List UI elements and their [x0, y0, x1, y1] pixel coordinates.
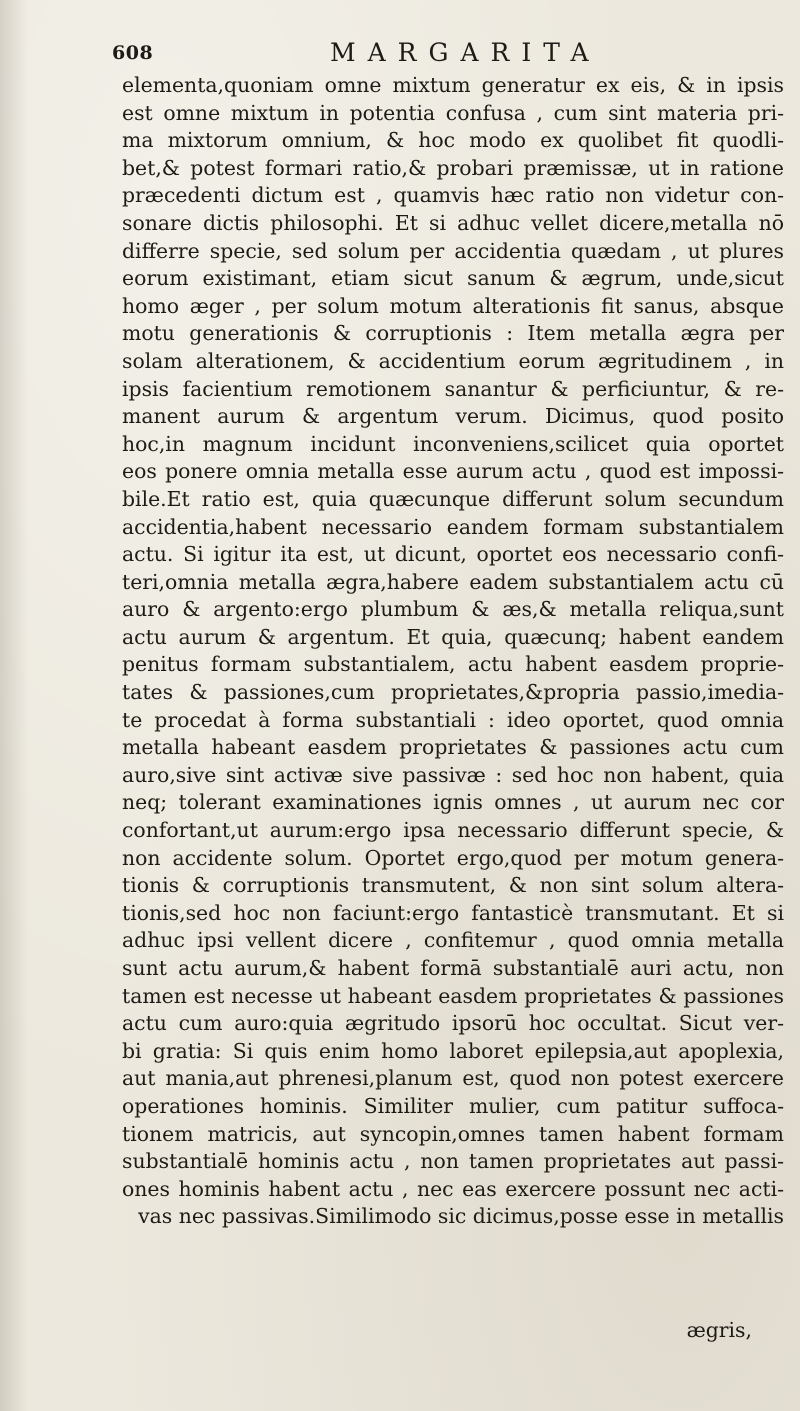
text-line: auro & argento:ergo plumbum & æs,& metalla reliqua,sunt	[122, 597, 784, 622]
text-line: eos ponere omnia metalla esse aurum actu , quod est impossi-	[122, 459, 784, 484]
text-line: non accidente solum. Oportet ergo,quod per motum genera-	[122, 845, 784, 870]
text-line: operationes hominis. Similiter mulier, cum patitur suffoca-	[122, 1093, 784, 1118]
page-number: 608	[112, 42, 154, 64]
text-line: bi gratia: Si quis enim homo laboret epilepsia,aut apoplexia,	[122, 1038, 784, 1063]
text-line: aut mania,aut phrenesi,planum est, quod non potest exercere	[122, 1066, 784, 1091]
text-line: sunt actu aurum,& habent formā substantialē auri actu, non	[122, 956, 784, 980]
text-line: tionis,sed hoc non faciunt:ergo fantasticè transmutant. Et si	[122, 900, 784, 925]
text-line: eorum existimant, etiam sicut sanum & ægrum, unde,sicut	[122, 266, 784, 291]
text-line: te procedat à forma substantiali : ideo oportet, quod omnia	[122, 707, 784, 732]
text-line: ones hominis habent actu , nec eas exercere possunt nec acti-	[122, 1176, 784, 1201]
text-line: tamen est necesse ut habeant easdem proprietates & passiones	[122, 983, 784, 1008]
text-line: ipsis facientium remotionem sanantur & perficiuntur, & re-	[122, 376, 784, 401]
text-line: penitus formam substantialem, actu habent easdem proprie-	[122, 652, 784, 677]
text-line: tates & passiones,cum proprietates,&propria passio,imedia-	[122, 680, 784, 705]
text-line: actu. Si igitur ita est, ut dicunt, oportet eos necessario confi-	[122, 542, 784, 567]
text-line: sonare dictis philosophi. Et si adhuc vellet dicere,metalla nō	[122, 210, 784, 235]
text-line: auro,sive sint activæ sive passivæ : sed hoc non habent, quia	[122, 762, 784, 787]
text-line: bet,& potest formari ratio,& probari præmissæ, ut in ratione	[122, 155, 784, 180]
text-line: est omne mixtum in potentia confusa , cum sint materia pri-	[122, 100, 784, 125]
catchword: ægris,	[686, 1318, 752, 1342]
page-header	[112, 38, 712, 68]
text-line: teri,omnia metalla ægra,habere eadem substantialem actu cū	[122, 569, 784, 594]
text-line: adhuc ipsi vellent dicere , confitemur , quod omnia metalla	[122, 928, 784, 953]
text-line: bile.Et ratio est, quia quæcunque differunt solum secundum	[122, 486, 784, 511]
text-line: tionis & corruptionis transmutent, & non sint solum altera-	[122, 873, 784, 898]
text-line: metalla habeant easdem proprietates & passiones actu cum	[122, 735, 784, 760]
text-line: neq; tolerant examinationes ignis omnes , ut aurum nec cor	[122, 790, 784, 815]
gutter-shadow	[0, 0, 28, 1411]
text-line: tionem matricis, aut syncopin,omnes tamen habent formam	[122, 1121, 784, 1146]
text-line: motu generationis & corruptionis : Item metalla ægra per	[122, 321, 784, 346]
text-line: substantialē hominis actu , non tamen proprietates aut passi-	[122, 1149, 784, 1174]
text-line: confortant,ut aurum:ergo ipsa necessario differunt specie, &	[122, 818, 784, 843]
body-text	[122, 72, 784, 1231]
text-line: homo æger , per solum motum alterationis fit sanus, absque	[122, 293, 784, 318]
text-line: vas nec passivas.Similimodo sic dicimus,posse esse in metallis	[138, 1204, 784, 1229]
text-line: manent aurum & argentum verum. Dicimus, quod posito	[122, 404, 784, 429]
text-line: ma mixtorum omnium, & hoc modo ex quolibet fit quodli-	[122, 128, 784, 153]
text-line: accidentia,habent necessario eandem formam substantialem	[122, 514, 784, 539]
text-line: solam alterationem, & accidentium eorum ægritudinem , in	[122, 348, 784, 373]
text-line: actu aurum & argentum. Et quia, quæcunq; habent eandem	[122, 624, 784, 649]
text-line: actu cum auro:quia ægritudo ipsorū hoc occultat. Sicut ver-	[122, 1011, 784, 1036]
text-line: præcedenti dictum est , quamvis hæc ratio non videtur con-	[122, 183, 784, 208]
text-line: elementa,quoniam omne mixtum generatur ex eis, & in ipsis	[122, 73, 784, 97]
text-line: differre specie, sed solum per accidentia quædam , ut plures	[122, 238, 784, 263]
running-head: MARGARITA	[330, 38, 601, 67]
text-line: hoc,in magnum incidunt inconveniens,scilicet quia oportet	[122, 431, 784, 456]
